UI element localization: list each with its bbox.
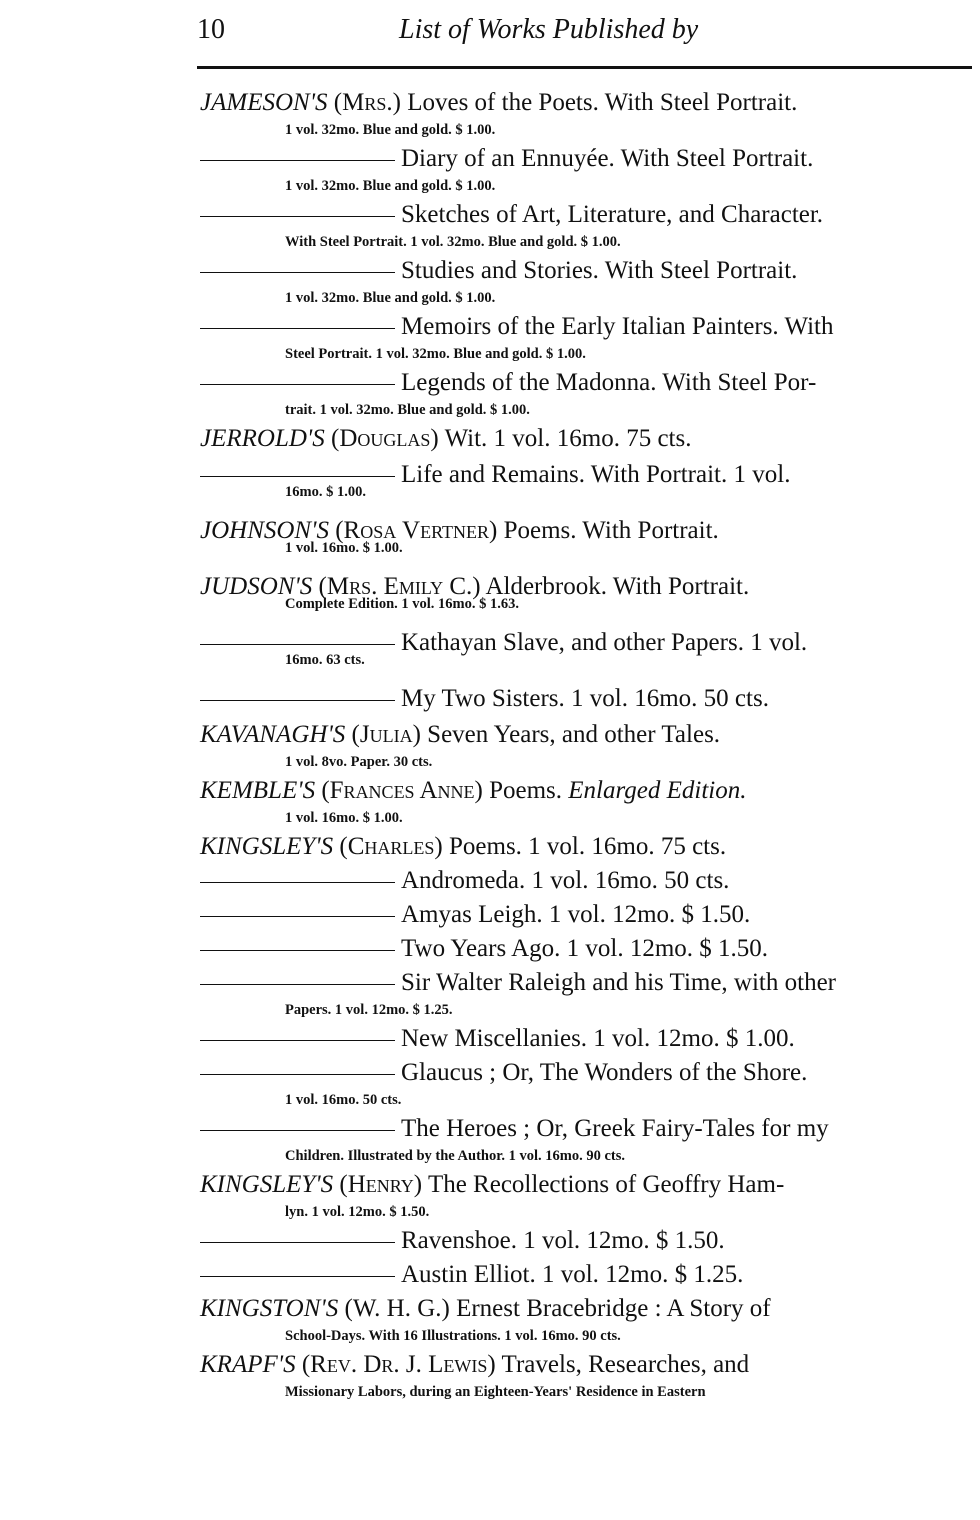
detail-text: 16mo. 63 cts.: [285, 652, 365, 668]
edition-details: [285, 289, 495, 307]
edition-details: [285, 1383, 706, 1401]
detail-text: 1 vol. 8vo. Paper. 30 cts.: [285, 754, 433, 770]
same-author-entry: [200, 968, 836, 998]
detail-text: 1 vol. 32mo. Blue and gold. $ 1.00.: [285, 178, 496, 194]
same-author-entry: [200, 1058, 807, 1088]
detail-text: 1 vol. 16mo. $ 1.00.: [285, 540, 403, 556]
edition-details: [285, 121, 495, 139]
edition-details: [285, 401, 530, 419]
edition-details: [285, 1001, 453, 1019]
edition-details: [285, 345, 586, 363]
author-entry: [200, 1294, 771, 1324]
author-name: KINGSLEY'S: [200, 833, 334, 860]
work-title: Legends of the Madonna. With Steel Por-: [401, 369, 817, 396]
detail-text: School-Days. With 16 Illustrations. 1 vol. 16mo. 90 cts.: [285, 1328, 621, 1344]
work-title: Ernest Bracebridge : A Story of: [456, 1295, 771, 1322]
edition-details: [285, 233, 621, 251]
same-author-entry: [200, 934, 768, 964]
ditto-dash: [200, 644, 395, 645]
detail-text: Papers. 1 vol. 12mo. $ 1.25.: [285, 1002, 453, 1018]
header-rule: [197, 66, 972, 69]
same-author-entry: [200, 144, 813, 174]
detail-text: Steel Portrait. 1 vol. 32mo. Blue and gold. $ 1.00.: [285, 346, 586, 362]
author-name: JAMESON'S: [200, 89, 328, 116]
ditto-dash: [200, 476, 395, 477]
ditto-dash: [200, 1130, 395, 1131]
work-title: The Recollections of Geoffry Ham-: [427, 1171, 785, 1198]
author-person: (Henry): [339, 1171, 423, 1198]
author-entry: [200, 88, 797, 118]
ditto-dash: [200, 1276, 395, 1277]
same-author-entry: [200, 684, 769, 714]
work-title: New Miscellanies. 1 vol. 12mo. $ 1.00.: [401, 1025, 795, 1052]
ditto-dash: [200, 700, 395, 701]
work-title: Diary of an Ennuyée. With Steel Portrait.: [401, 145, 814, 172]
ditto-dash: [200, 1040, 395, 1041]
work-title: Two Years Ago. 1 vol. 12mo. $ 1.50.: [401, 935, 769, 962]
work-title: Poems. 1 vol. 16mo. 75 cts.: [449, 833, 727, 860]
work-title: Andromeda. 1 vol. 16mo. 50 cts.: [401, 867, 730, 894]
same-author-entry: [200, 312, 833, 342]
author-name: KEMBLE'S: [200, 777, 316, 804]
work-title: Sir Walter Raleigh and his Time, with other: [401, 969, 836, 996]
work-title: Memoirs of the Early Italian Painters. With: [401, 313, 834, 340]
same-author-entry: [200, 200, 823, 230]
same-author-entry: [200, 1114, 829, 1144]
edition-details: [285, 1203, 429, 1221]
ditto-dash: [200, 882, 395, 883]
author-entry: [200, 1170, 784, 1200]
work-title: Seven Years, and other Tales.: [427, 721, 721, 748]
detail-text: 16mo. $ 1.00.: [285, 484, 366, 500]
detail-text: Complete Edition. 1 vol. 16mo. $ 1.63.: [285, 596, 520, 612]
work-title: The Heroes ; Or, Greek Fairy-Tales for my: [401, 1115, 829, 1142]
author-entry: [200, 1350, 749, 1380]
same-author-entry: [200, 1260, 743, 1290]
edition-details: [285, 651, 365, 669]
author-name: JUDSON'S: [200, 573, 313, 600]
same-author-entry: [200, 866, 729, 896]
edition-details: [285, 595, 519, 613]
work-title: Ravenshoe. 1 vol. 12mo. $ 1.50.: [401, 1227, 725, 1254]
author-person: (Charles): [339, 833, 443, 860]
ditto-dash: [200, 916, 395, 917]
author-entry: [200, 516, 719, 546]
detail-text: lyn. 1 vol. 12mo. $ 1.50.: [285, 1204, 430, 1220]
same-author-entry: [200, 368, 816, 398]
author-name: KRAPF'S: [200, 1351, 296, 1378]
ditto-dash: [200, 384, 395, 385]
edition-details: [285, 1327, 621, 1345]
edition-details: [285, 539, 403, 557]
author-person: (Rosa Vertner): [335, 517, 498, 544]
author-name: JOHNSON'S: [200, 517, 329, 544]
ditto-dash: [200, 160, 395, 161]
author-person: (Mrs. Emily C.): [318, 573, 481, 600]
work-title: Life and Remains. With Portrait. 1 vol.: [401, 461, 791, 488]
same-author-entry: [200, 256, 797, 286]
work-title: Travels, Researches, and: [501, 1351, 750, 1378]
author-entry: [200, 720, 720, 750]
detail-text: trait. 1 vol. 32mo. Blue and gold. $ 1.00.: [285, 402, 530, 418]
work-title: Alderbrook. With Portrait.: [485, 573, 750, 600]
author-name: KINGSLEY'S: [200, 1171, 334, 1198]
running-header-title: List of Works Published by: [399, 14, 699, 45]
author-entry: [200, 776, 747, 806]
author-name: KAVANAGH'S: [200, 721, 346, 748]
work-title: Wit. 1 vol. 16mo. 75 cts.: [444, 425, 692, 452]
author-person: (W. H. G.): [344, 1295, 450, 1322]
author-name: KINGSTON'S: [200, 1295, 339, 1322]
ditto-dash: [200, 328, 395, 329]
ditto-dash: [200, 1242, 395, 1243]
detail-text: Missionary Labors, during an Eighteen-Years' Residence in Eastern: [285, 1384, 706, 1400]
detail-text: 1 vol. 32mo. Blue and gold. $ 1.00.: [285, 122, 496, 138]
work-title: Kathayan Slave, and other Papers. 1 vol.: [401, 629, 808, 656]
author-person: (Mrs.): [333, 89, 401, 116]
edition-details: [285, 1147, 625, 1165]
edition-details: [285, 809, 403, 827]
detail-text: Children. Illustrated by the Author. 1 vol. 16mo. 90 cts.: [285, 1148, 625, 1164]
edition-details: [285, 753, 432, 771]
same-author-entry: [200, 1024, 795, 1054]
work-title: Austin Elliot. 1 vol. 12mo. $ 1.25.: [401, 1261, 744, 1288]
detail-text: 1 vol. 16mo. $ 1.00.: [285, 810, 403, 826]
work-title: Sketches of Art, Literature, and Character.: [401, 201, 824, 228]
work-title: Studies and Stories. With Steel Portrait.: [401, 257, 798, 284]
work-title: Poems.: [489, 777, 563, 804]
author-name: JERROLD'S: [200, 425, 325, 452]
work-title: Glaucus ; Or, The Wonders of the Shore.: [401, 1059, 808, 1086]
edition-details: [285, 177, 495, 195]
work-title: Loves of the Poets. With Steel Portrait.: [407, 89, 798, 116]
ditto-dash: [200, 984, 395, 985]
work-title: Poems. With Portrait.: [503, 517, 719, 544]
same-author-entry: [200, 900, 750, 930]
author-person: (Rev. Dr. J. Lewis): [301, 1351, 496, 1378]
author-person: (Douglas): [331, 425, 439, 452]
detail-text: 1 vol. 32mo. Blue and gold. $ 1.00.: [285, 290, 496, 306]
ditto-dash: [200, 950, 395, 951]
ditto-dash: [200, 216, 395, 217]
work-title: My Two Sisters. 1 vol. 16mo. 50 cts.: [401, 685, 769, 712]
detail-text: 1 vol. 16mo. 50 cts.: [285, 1092, 402, 1108]
author-person: (Julia): [351, 721, 421, 748]
author-person: (Frances Anne): [321, 777, 483, 804]
ditto-dash: [200, 272, 395, 273]
detail-text: With Steel Portrait. 1 vol. 32mo. Blue and gold. $ 1.00.: [285, 234, 621, 250]
ditto-dash: [200, 1074, 395, 1075]
edition-details: [285, 1091, 401, 1109]
author-entry: [200, 832, 726, 862]
work-title: Amyas Leigh. 1 vol. 12mo. $ 1.50.: [401, 901, 751, 928]
edition-details: [285, 483, 366, 501]
edition-note: Enlarged Edition.: [568, 777, 747, 804]
page-number: 10: [197, 14, 225, 45]
author-entry: [200, 424, 691, 454]
same-author-entry: [200, 1226, 725, 1256]
